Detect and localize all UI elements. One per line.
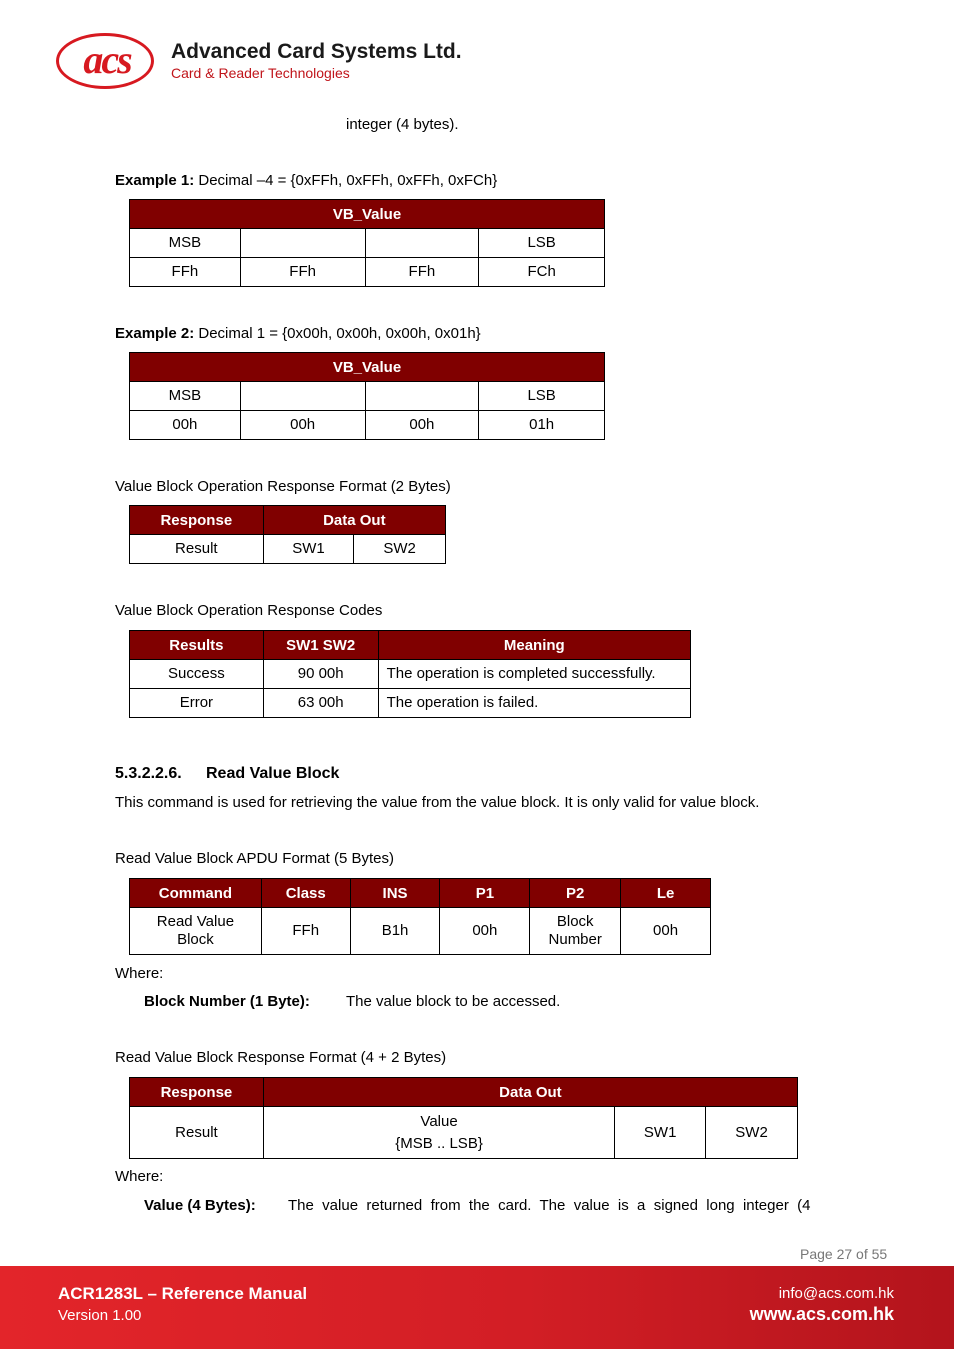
- continued-text: integer (4 bytes).: [346, 116, 459, 133]
- response-codes-caption: Value Block Operation Response Codes: [115, 602, 383, 619]
- page-number: Page 27 of 55: [800, 1246, 888, 1262]
- table-cell: FFh: [261, 908, 350, 955]
- example2-label: Example 2:: [115, 325, 195, 342]
- read-response-table: [129, 1077, 798, 1159]
- table-cell: FFh: [365, 258, 479, 287]
- table-header: Class: [261, 879, 350, 908]
- table-cell: The operation is failed.: [378, 689, 690, 718]
- example1-text: Decimal –4 = {0xFFh, 0xFFh, 0xFFh, 0xFCh}: [194, 172, 498, 189]
- response-format-caption: Value Block Operation Response Format (2 Bytes): [115, 478, 451, 495]
- table-cell: 01h: [479, 411, 605, 440]
- table-header: Command: [130, 879, 262, 908]
- table-cell: LSB: [479, 229, 605, 258]
- footer-website[interactable]: www.acs.com.hk: [749, 1304, 894, 1324]
- table-header: Response: [130, 506, 264, 535]
- table-cell: [240, 382, 365, 411]
- table-cell: [240, 229, 365, 258]
- table-cell: [365, 382, 479, 411]
- value-line: Value: [420, 1112, 458, 1130]
- example2-caption: [115, 325, 481, 343]
- p2-line: Block: [556, 913, 594, 930]
- footer-bar: [0, 1266, 954, 1349]
- section-title: Read Value Block: [206, 765, 340, 782]
- table-cell: [365, 229, 479, 258]
- table-cell: 00h: [621, 908, 711, 955]
- table-header: P2: [530, 879, 621, 908]
- example1-table: [129, 199, 605, 287]
- footer-version: Version 1.00: [58, 1307, 142, 1324]
- where-label: Where:: [115, 1168, 164, 1185]
- table-header: VB_Value: [130, 353, 605, 382]
- table-cell: Error: [130, 689, 264, 718]
- company-tagline: Card & Reader Technologies: [171, 65, 350, 81]
- definition-text: The value returned from the card. The value is a signed long integer (4: [288, 1197, 811, 1214]
- company-logo: acs: [83, 37, 131, 82]
- table-cell: SW1: [615, 1107, 706, 1159]
- table-cell: [263, 1107, 614, 1159]
- table-cell: SW1: [263, 535, 354, 564]
- table-cell: Result: [130, 535, 264, 564]
- table-header: SW1 SW2: [263, 631, 378, 660]
- example1-label: Example 1:: [115, 172, 195, 189]
- table-header: Le: [621, 879, 711, 908]
- table-header: Response: [130, 1078, 264, 1107]
- company-name: Advanced Card Systems Ltd.: [171, 40, 462, 63]
- table-cell: [130, 908, 262, 955]
- example2-table: [129, 352, 605, 440]
- response-codes-table: [129, 630, 691, 718]
- table-header: VB_Value: [130, 200, 605, 229]
- table-header: Results: [130, 631, 264, 660]
- table-cell: 63 00h: [263, 689, 378, 718]
- table-cell: The operation is completed successfully.: [378, 660, 690, 689]
- command-line: Block: [177, 931, 214, 948]
- example2-text: Decimal 1 = {0x00h, 0x00h, 0x00h, 0x01h}: [194, 325, 481, 342]
- table-header: Data Out: [263, 506, 445, 535]
- apdu-format-table: [129, 878, 711, 955]
- section-description: This command is used for retrieving the value from the value block. It is only valid for value block.: [115, 794, 760, 811]
- table-cell: 00h: [130, 411, 241, 440]
- table-cell: Success: [130, 660, 264, 689]
- table-cell: SW2: [706, 1107, 798, 1159]
- table-cell: 00h: [365, 411, 479, 440]
- table-cell: 90 00h: [263, 660, 378, 689]
- table-cell: [530, 908, 621, 955]
- table-header: Meaning: [378, 631, 690, 660]
- table-cell: 00h: [240, 411, 365, 440]
- table-cell: Result: [130, 1107, 264, 1159]
- value-line: {MSB .. LSB}: [395, 1134, 483, 1152]
- p2-line: Number: [548, 931, 602, 948]
- response-format-table: [129, 505, 446, 564]
- command-line: Read Value: [156, 913, 235, 930]
- footer-email[interactable]: info@acs.com.hk: [778, 1285, 894, 1302]
- footer-title: ACR1283L – Reference Manual: [58, 1284, 308, 1303]
- table-cell: LSB: [479, 382, 605, 411]
- definition-term: Block Number (1 Byte):: [144, 993, 310, 1010]
- read-response-caption: Read Value Block Response Format (4 + 2 Bytes): [115, 1049, 447, 1066]
- table-cell: 00h: [440, 908, 530, 955]
- table-header: P1: [440, 879, 530, 908]
- where-label: Where:: [115, 965, 164, 982]
- section-number: 5.3.2.2.6.: [115, 765, 182, 782]
- apdu-format-caption: Read Value Block APDU Format (5 Bytes): [115, 850, 394, 867]
- table-header: INS: [350, 879, 440, 908]
- table-cell: MSB: [130, 229, 241, 258]
- table-header: Data Out: [263, 1078, 797, 1107]
- table-cell: FCh: [479, 258, 605, 287]
- table-cell: SW2: [354, 535, 446, 564]
- table-cell: B1h: [350, 908, 440, 955]
- table-cell: MSB: [130, 382, 241, 411]
- table-cell: FFh: [240, 258, 365, 287]
- definition-term: Value (4 Bytes):: [144, 1197, 256, 1214]
- table-cell: FFh: [130, 258, 241, 287]
- example1-caption: [115, 172, 497, 190]
- definition-text: The value block to be accessed.: [346, 993, 561, 1010]
